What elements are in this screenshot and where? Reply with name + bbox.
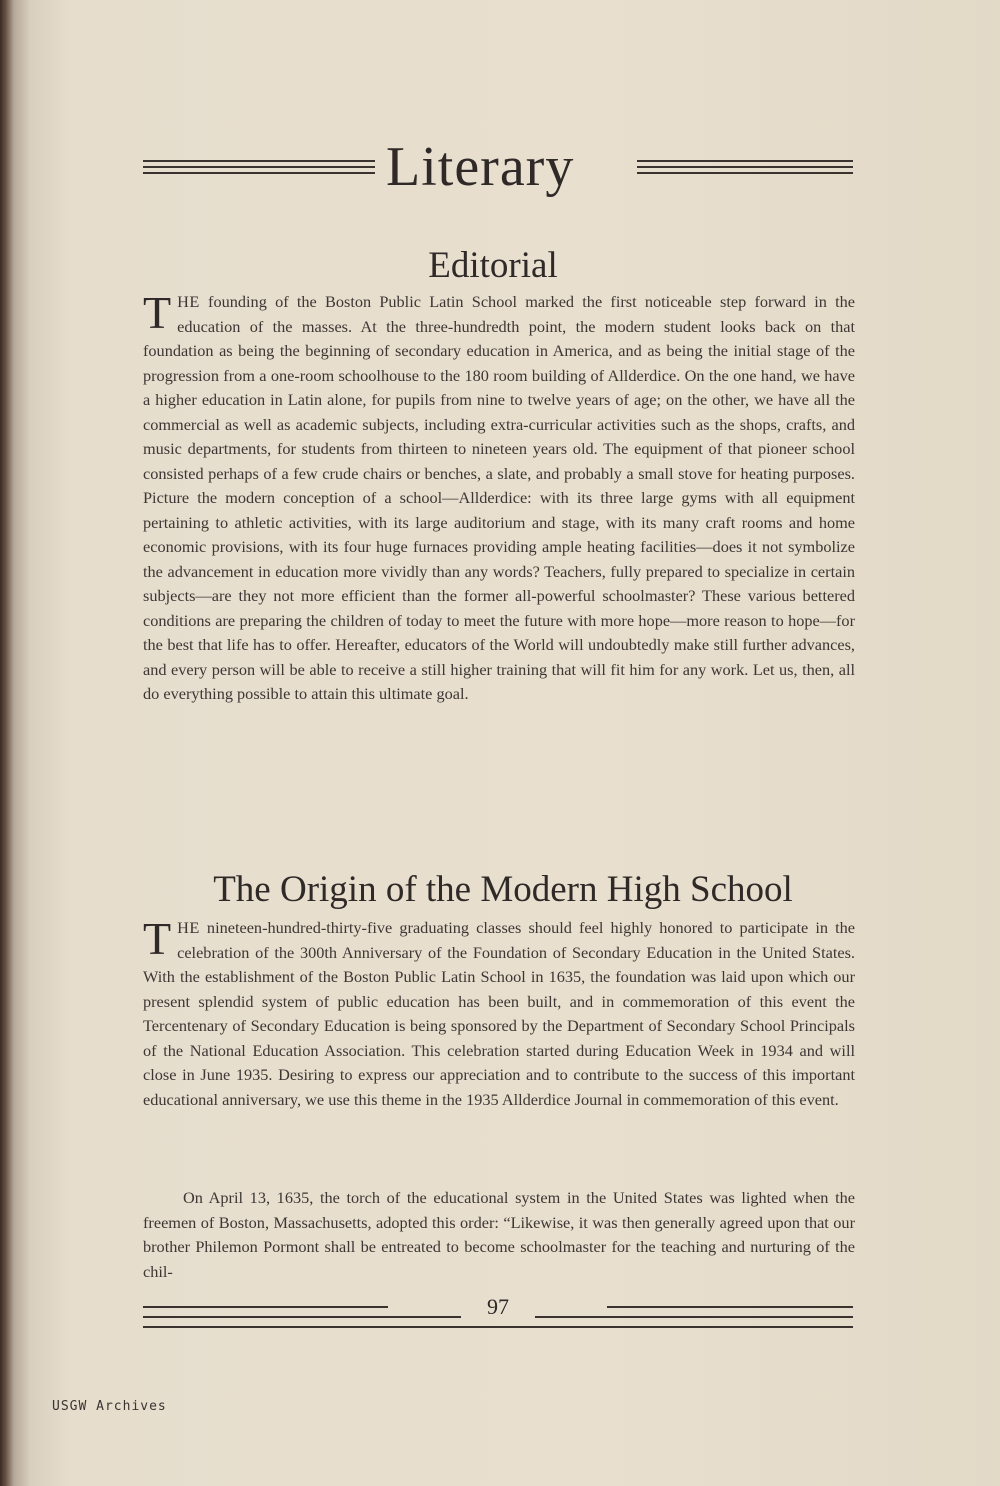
footer-rule: [143, 1316, 461, 1318]
page-number: 97: [487, 1294, 509, 1319]
origin-paragraph-2: [143, 1186, 855, 1284]
section-title: Literary: [386, 136, 575, 198]
editorial-paragraph: [143, 287, 855, 707]
section-header: [143, 138, 853, 208]
editorial-dropcap: T: [143, 287, 172, 338]
origin-heading: The Origin of the Modern High School: [213, 869, 793, 910]
origin-body-2: On April 13, 1635, the torch of the educational system in the United States was lighted when the freemen of Boston, Massachusetts, adopted this order: “Likewise, it was then generally agreed upon that our brother Philemon Pormont shall be entreated to become schoolmaster for the teaching and nurturing of the chil-: [143, 1188, 855, 1281]
page-footer: [143, 1296, 853, 1338]
footer-rule: [535, 1316, 853, 1318]
origin-dropcap: T: [143, 913, 172, 964]
footer-rule: [143, 1326, 853, 1328]
editorial-opening: HE: [177, 292, 200, 311]
header-rule-left: [143, 160, 375, 178]
archive-watermark: USGW Archives: [52, 1399, 167, 1414]
origin-body-1: nineteen-hundred-thirty-five graduating classes should feel highly honored to participate in the celebration of the 300th Anniversary of the Foundation of Secondary Education in the United States. With the establishment of the Boston Public Latin School in 1635, the foundation was laid upon which our present splendid system of public education has been built, and in commemoration of this event the Tercentenary of Secondary Education is being sponsored by the Department of Secondary School Principals of the National Education Association. This celebration started during Education Week in 1934 and will close in June 1935. Desiring to express our appreciation and to contribute to the success of this important educational anniversary, we use this theme in the 1935 Allderdice Journal in commemoration of this event.: [143, 918, 855, 1109]
editorial-heading: Editorial: [428, 245, 558, 286]
header-rule-right: [637, 160, 853, 178]
editorial-body: founding of the Boston Public Latin School marked the first noticeable step forward in the education of the masses. At the three-hundredth point, the modern student looks back on that foundation as being the beginning of secondary education in America, and as being the initial stage of the progression from a one-room schoolhouse to the 180 room building of Allderdice. On the one hand, we have a higher education in Latin alone, for pupils from nine to twelve years of age; on the other, we have all the commercial as well as academic subjects, including extra-curricular activities such as the shops, crafts, and music departments, for students from thirteen to nineteen years old. The equipment of that pioneer school consisted perhaps of a few crude chairs or benches, a slate, and probably a small stove for heating purposes. Picture the modern conception of a school—Allderdice: with its three large gyms with all equipment pertaining to athletic activities, with its large auditorium and stage, with its many craft rooms and home economic provisions, with its four huge furnaces providing ample heating facilities—does it not symbolize the advancement in education more vividly than any words? Teachers, fully prepared to specialize in certain subjects—are they not more efficient than the former all-powerful schoolmaster? These various bettered conditions are preparing the children of today to meet the future with more hope—more reason to hope—for the best that life has to offer. Hereafter, educators of the World will undoubtedly make still further advances, and every person will be able to receive a still higher training that will fit him for any work. Let us, then, all do everything possible to attain this ultimate goal.: [143, 292, 855, 703]
footer-rule: [143, 1306, 388, 1308]
origin-paragraph-1: [143, 913, 855, 1112]
footer-rule: [607, 1306, 853, 1308]
origin-opening: HE: [177, 918, 200, 937]
